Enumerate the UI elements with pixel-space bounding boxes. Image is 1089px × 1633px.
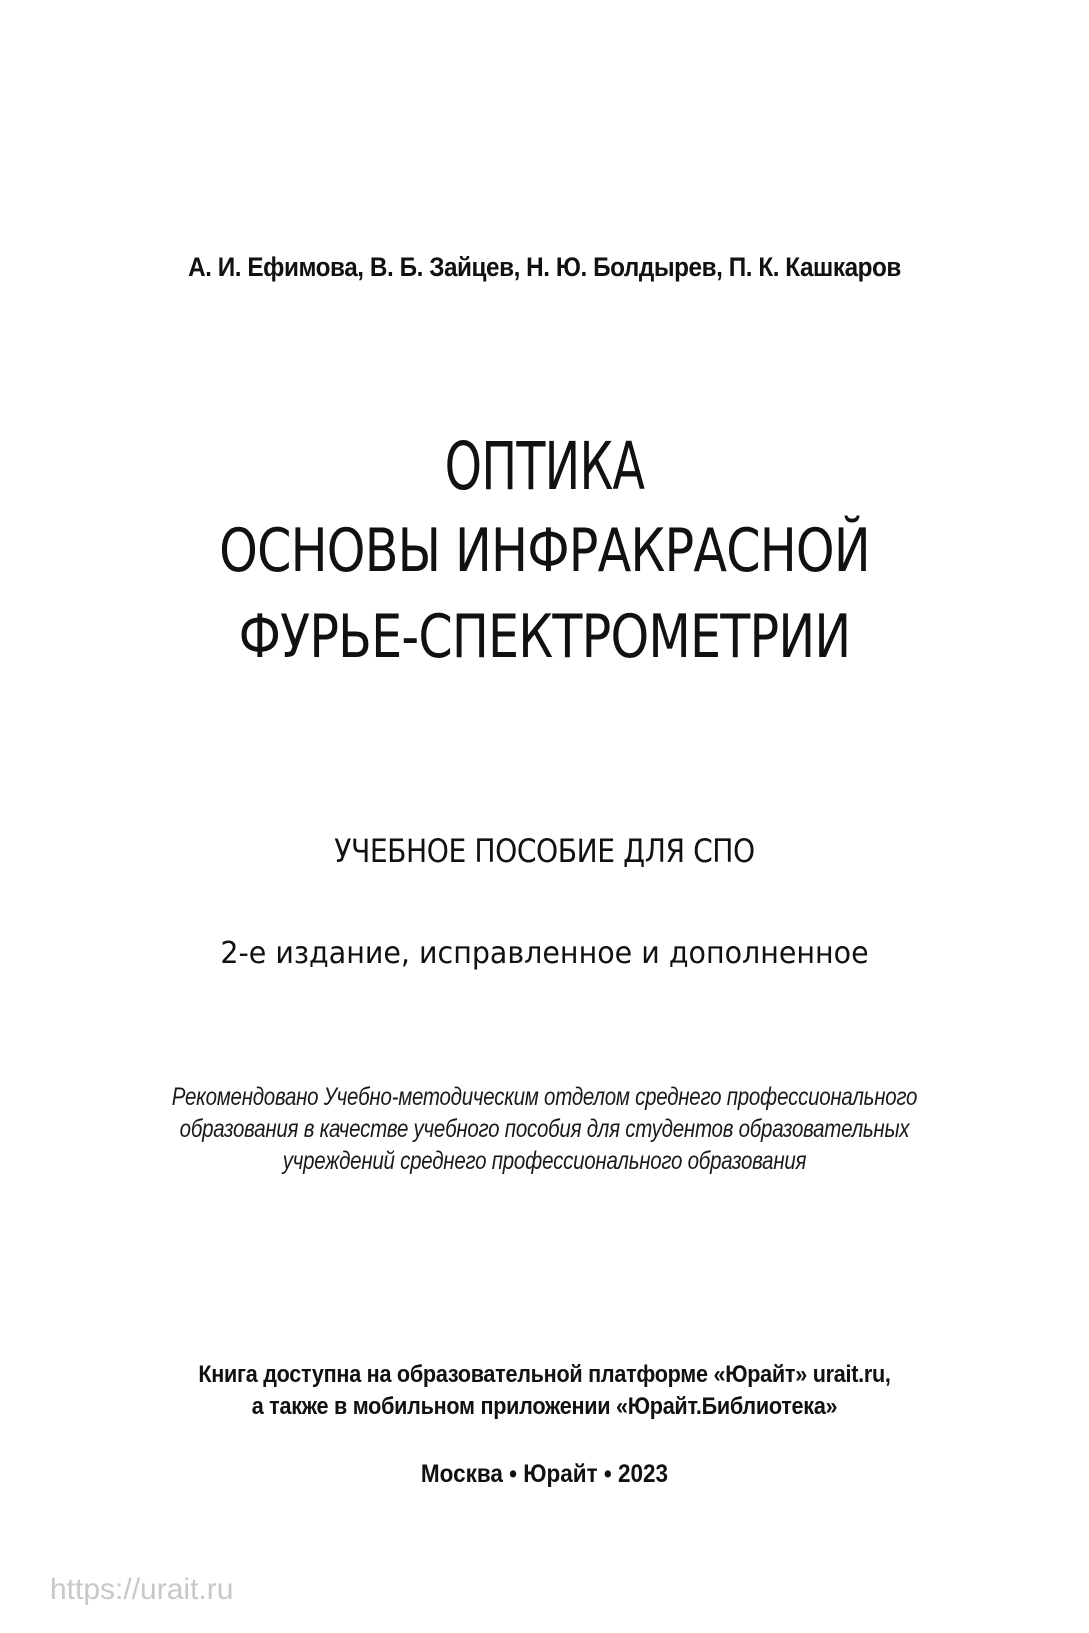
publisher-imprint: Москва • Юрайт • 2023 — [420, 1460, 669, 1488]
book-subtitle-line-1: ОСНОВЫ ИНФРАКРАСНОЙ — [219, 516, 870, 586]
publication-type: УЧЕБНОЕ ПОСОБИЕ ДЛЯ СПО — [334, 832, 755, 870]
url-watermark: https://urait.ru — [50, 1573, 234, 1606]
platform-availability-line-2: а также в мобильном приложении «Юрайт.Библиотека» — [251, 1393, 838, 1420]
recommendation-line-3: учреждений среднего профессионального образования — [282, 1147, 807, 1175]
book-subtitle-line-2: ФУРЬЕ-СПЕКТРОМЕТРИИ — [238, 602, 851, 672]
recommendation-line-2: образования в качестве учебного пособия для студентов образовательных — [179, 1115, 910, 1143]
authors-line: А. И. Ефимова, В. Б. Зайцев, Н. Ю. Болдырев, П. К. Кашкаров — [188, 252, 901, 282]
platform-availability-line-1: Книга доступна на образовательной платформе «Юрайт» urait.ru, — [198, 1361, 891, 1388]
edition-note: 2-е издание, исправленное и дополненное — [220, 936, 869, 971]
book-title: ОПТИКА — [444, 428, 645, 505]
recommendation-line-1: Рекомендовано Учебно-методическим отделом среднего профессионального — [171, 1083, 918, 1111]
